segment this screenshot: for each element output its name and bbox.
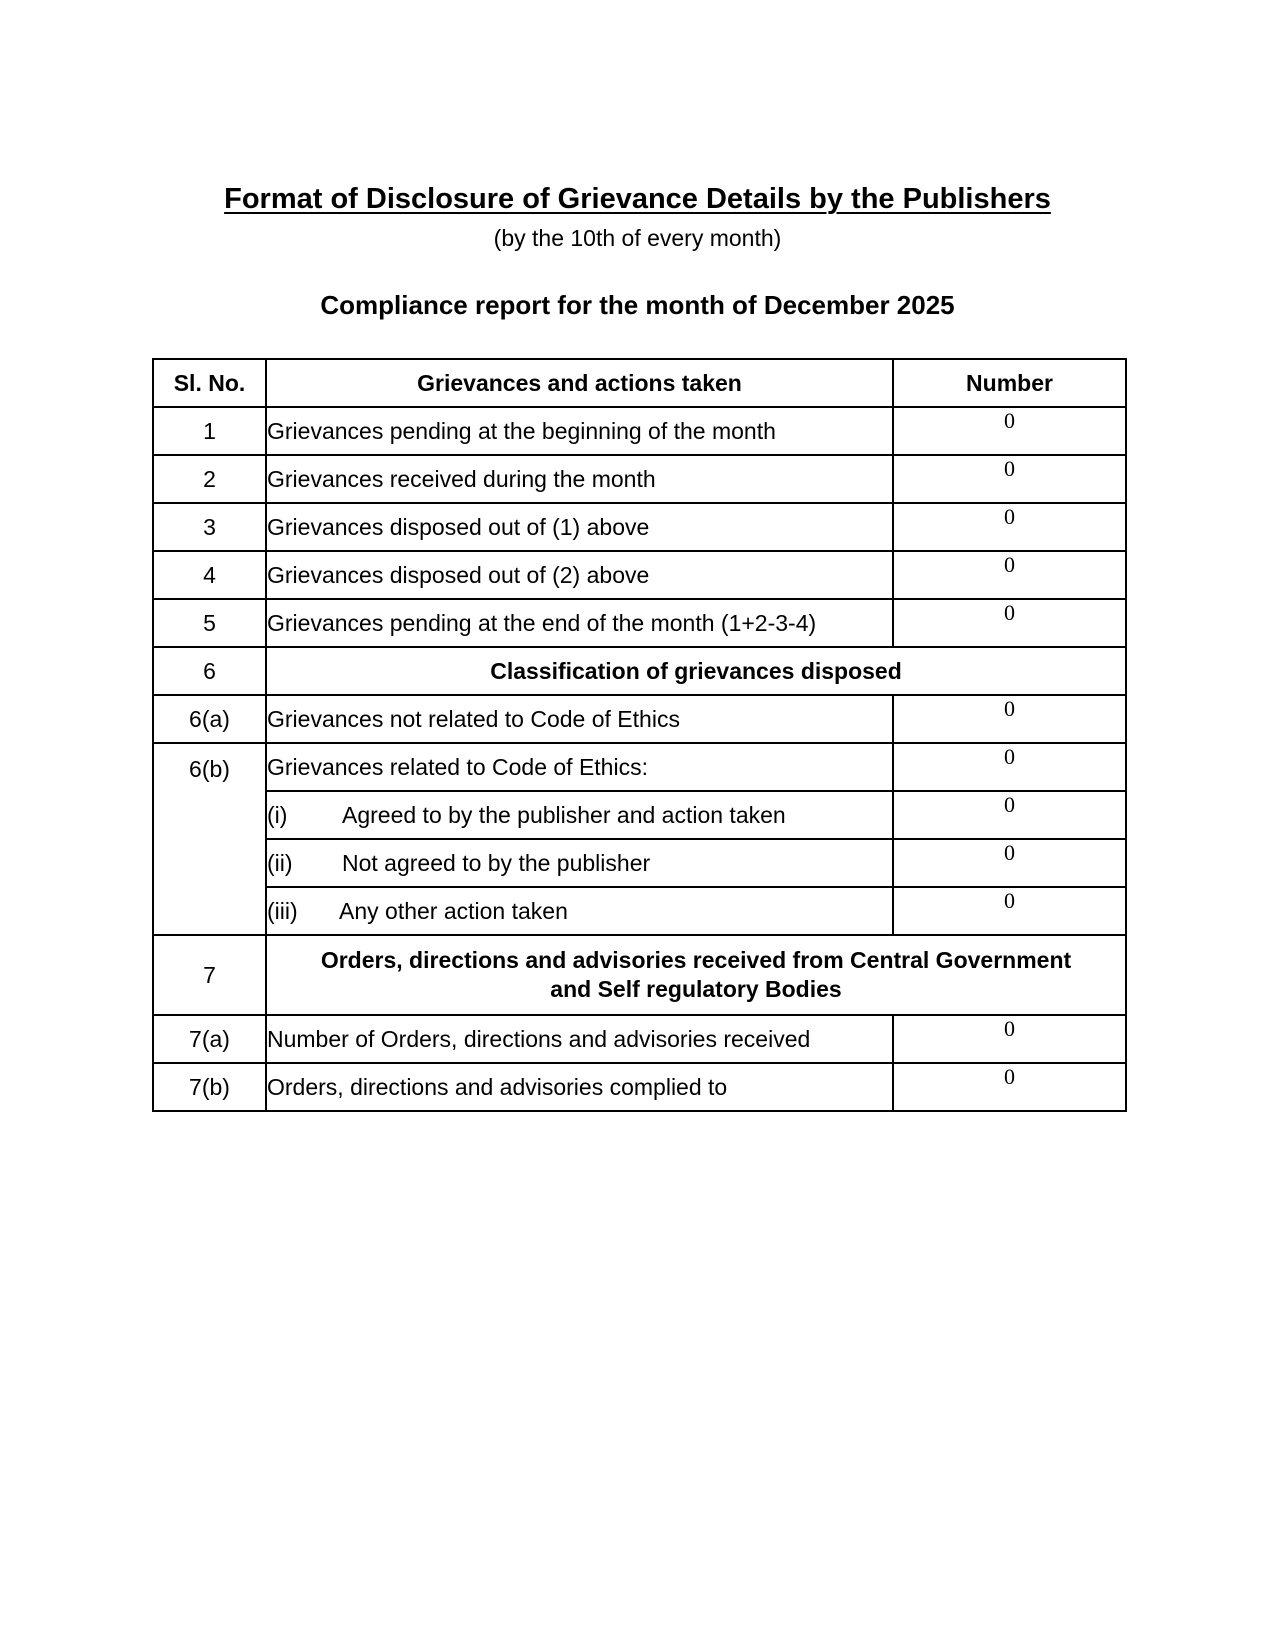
row-sl-no: 3 xyxy=(153,503,266,551)
row-number: 0 xyxy=(893,407,1126,455)
table-row xyxy=(153,743,1126,791)
row-number: 0 xyxy=(893,599,1126,647)
row-description: Grievances pending at the end of the month (1+2-3-4) xyxy=(266,599,893,647)
section-7-row xyxy=(153,935,1126,1015)
header-description: Grievances and actions taken xyxy=(266,359,893,407)
row-sl-no: 7(b) xyxy=(153,1063,266,1111)
row-sl-no: 6(a) xyxy=(153,695,266,743)
section-7-heading xyxy=(266,935,1126,1015)
row-number: 0 xyxy=(893,839,1126,887)
document-title: Format of Disclosure of Grievance Details by the Publishers xyxy=(224,183,1051,215)
table-row xyxy=(153,407,1126,455)
row-description: Grievances related to Code of Ethics: xyxy=(266,743,893,791)
table-header-row xyxy=(153,359,1126,407)
row-description: Grievances not related to Code of Ethics xyxy=(266,695,893,743)
section-7-sl-no: 7 xyxy=(153,935,266,1015)
row-number: 0 xyxy=(893,791,1126,839)
subrow-marker: (i) xyxy=(267,801,288,828)
row-number: 0 xyxy=(893,503,1126,551)
table-subrow xyxy=(153,887,1126,935)
table-row xyxy=(153,1015,1126,1063)
row-description: Grievances pending at the beginning of the month xyxy=(266,407,893,455)
row-description: Grievances disposed out of (1) above xyxy=(266,503,893,551)
row-sl-no: 7(a) xyxy=(153,1015,266,1063)
subrow-description xyxy=(266,791,893,839)
row-description: Number of Orders, directions and advisories received xyxy=(266,1015,893,1063)
table-row xyxy=(153,695,1126,743)
subrow-text: Not agreed to by the publisher xyxy=(342,849,651,876)
row-number: 0 xyxy=(893,743,1126,791)
row-description: Orders, directions and advisories complied to xyxy=(266,1063,893,1111)
row-description: Grievances received during the month xyxy=(266,455,893,503)
section-6-sl-no: 6 xyxy=(153,647,266,695)
subrow-marker: (iii) xyxy=(267,897,298,924)
row-number: 0 xyxy=(893,1015,1126,1063)
table-row xyxy=(153,455,1126,503)
header-number: Number xyxy=(893,359,1126,407)
table-row xyxy=(153,551,1126,599)
row-description: Grievances disposed out of (2) above xyxy=(266,551,893,599)
subrow-marker: (ii) xyxy=(267,849,293,876)
row-sl-no: 5 xyxy=(153,599,266,647)
section-7-heading-line1: Orders, directions and advisories received from Central Government xyxy=(320,947,1072,973)
table-row xyxy=(153,1063,1126,1111)
row-number: 0 xyxy=(893,887,1126,935)
subrow-text: Agreed to by the publisher and action taken xyxy=(342,801,786,828)
table-subrow xyxy=(153,839,1126,887)
row-sl-no: 1 xyxy=(153,407,266,455)
subrow-description xyxy=(266,839,893,887)
section-6-row xyxy=(153,647,1126,695)
section-7-heading-line2: and Self regulatory Bodies xyxy=(550,976,842,1002)
row-number: 0 xyxy=(893,551,1126,599)
report-heading: Compliance report for the month of December 2025 xyxy=(320,290,955,320)
document-subtitle: (by the 10th of every month) xyxy=(493,225,782,251)
section-6-heading: Classification of grievances disposed xyxy=(266,647,1126,695)
header-sl-no: Sl. No. xyxy=(153,359,266,407)
row-number: 0 xyxy=(893,455,1126,503)
table-subrow xyxy=(153,791,1126,839)
table-row xyxy=(153,599,1126,647)
subrow-description xyxy=(266,887,893,935)
table-row xyxy=(153,503,1126,551)
grievance-table xyxy=(152,358,1127,1112)
row-number: 0 xyxy=(893,1063,1126,1111)
row-sl-no: 6(b) xyxy=(153,743,266,935)
row-number: 0 xyxy=(893,695,1126,743)
row-sl-no: 4 xyxy=(153,551,266,599)
row-sl-no: 2 xyxy=(153,455,266,503)
subrow-text: Any other action taken xyxy=(339,897,568,924)
